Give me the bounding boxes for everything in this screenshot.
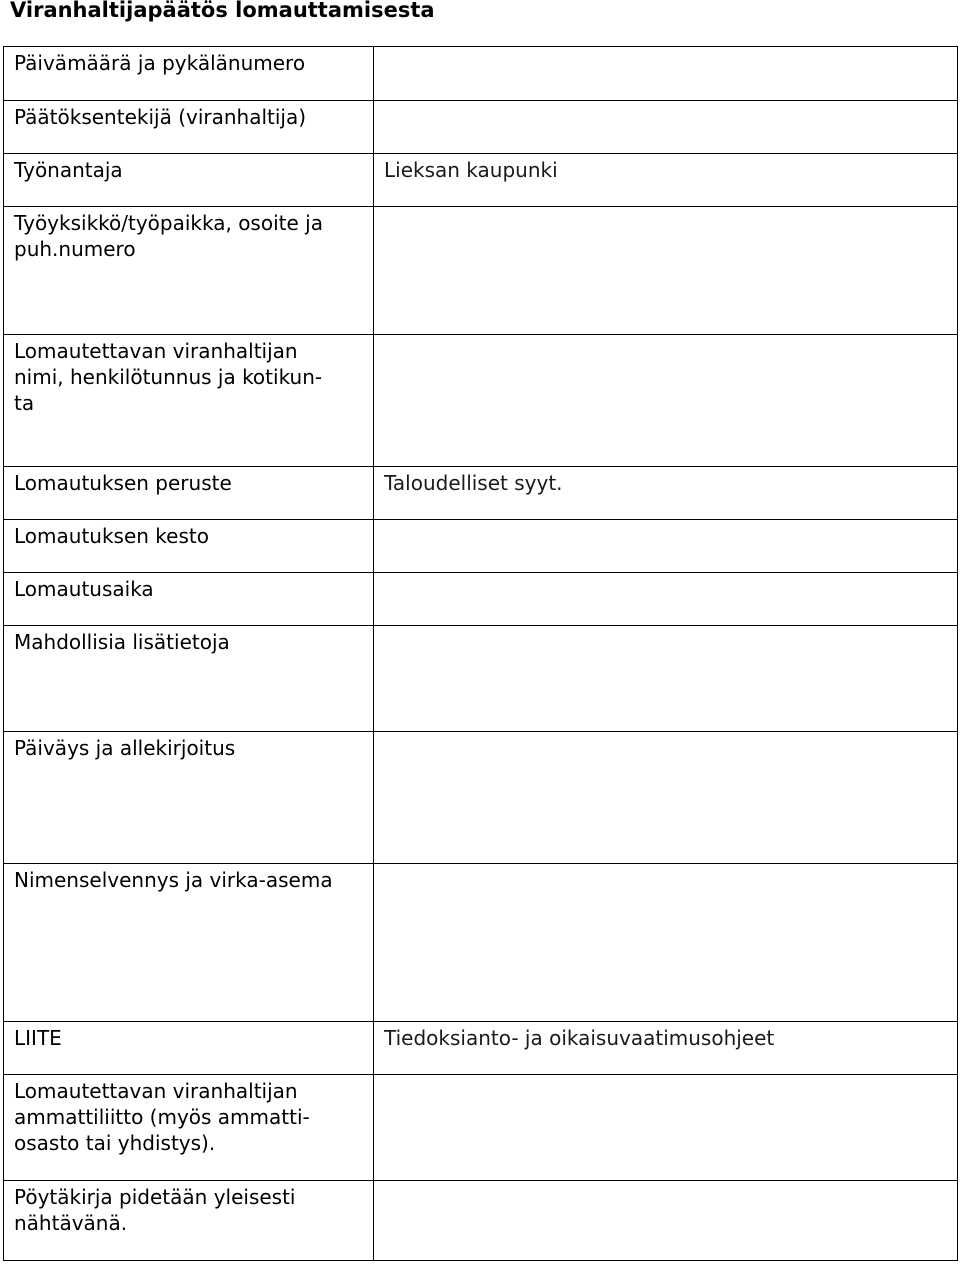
label-text: Päiväys ja allekirjoitus bbox=[14, 736, 236, 760]
label-workplace bbox=[4, 207, 374, 335]
label-text: Lomautusaika bbox=[14, 577, 154, 601]
label-text: Lomautettavan viranhaltijan ammattiliitto (myös ammatti- osasto tai yhdistys). bbox=[14, 1079, 310, 1155]
field-additional-info[interactable] bbox=[374, 626, 958, 732]
label-date-signature bbox=[4, 732, 374, 864]
field-layoff-period[interactable] bbox=[374, 573, 958, 626]
document-title: Viranhaltijapäätös lomauttamisesta bbox=[10, 0, 435, 22]
decision-form-table bbox=[3, 46, 958, 1261]
field-date-signature[interactable] bbox=[374, 732, 958, 864]
label-text: Päivämäärä ja pykälänumero bbox=[14, 51, 306, 75]
field-workplace[interactable] bbox=[374, 207, 958, 335]
label-text: Lomautuksen peruste bbox=[14, 471, 232, 495]
form-row-attachment bbox=[4, 1022, 958, 1075]
form-row-employee bbox=[4, 335, 958, 467]
form-row-layoff-period bbox=[4, 573, 958, 626]
field-public-minutes[interactable] bbox=[374, 1181, 958, 1261]
field-date-section[interactable] bbox=[374, 47, 958, 101]
field-value: Taloudelliset syyt. bbox=[384, 471, 563, 495]
label-text: LIITE bbox=[14, 1026, 62, 1050]
field-layoff-reason[interactable] bbox=[374, 467, 958, 520]
form-row-trade-union bbox=[4, 1075, 958, 1181]
field-trade-union[interactable] bbox=[374, 1075, 958, 1181]
label-text: Työnantaja bbox=[14, 158, 123, 182]
label-text: Lomautuksen kesto bbox=[14, 524, 209, 548]
label-text: Työyksikkö/työpaikka, osoite ja puh.numero bbox=[14, 211, 323, 261]
form-row-additional-info bbox=[4, 626, 958, 732]
label-trade-union bbox=[4, 1075, 374, 1181]
label-employee bbox=[4, 335, 374, 467]
form-row-name-position bbox=[4, 864, 958, 1022]
label-text: Mahdollisia lisätietoja bbox=[14, 630, 230, 654]
label-layoff-period bbox=[4, 573, 374, 626]
form-row-workplace bbox=[4, 207, 958, 335]
field-employee[interactable] bbox=[374, 335, 958, 467]
form-row-employer bbox=[4, 154, 958, 207]
label-text: Päätöksentekijä (viranhaltija) bbox=[14, 105, 307, 129]
field-decision-maker[interactable] bbox=[374, 101, 958, 154]
field-name-position[interactable] bbox=[374, 864, 958, 1022]
field-value: Lieksan kaupunki bbox=[384, 158, 558, 182]
field-value: Tiedoksianto- ja oikaisuvaatimusohjeet bbox=[384, 1026, 775, 1050]
label-decision-maker bbox=[4, 101, 374, 154]
form-row-date-signature bbox=[4, 732, 958, 864]
label-name-position bbox=[4, 864, 374, 1022]
label-text: Pöytäkirja pidetään yleisesti nähtävänä. bbox=[14, 1185, 296, 1235]
label-date-section bbox=[4, 47, 374, 101]
label-attachment bbox=[4, 1022, 374, 1075]
label-layoff-duration bbox=[4, 520, 374, 573]
label-public-minutes bbox=[4, 1181, 374, 1261]
label-layoff-reason bbox=[4, 467, 374, 520]
field-employer[interactable] bbox=[374, 154, 958, 207]
label-additional-info bbox=[4, 626, 374, 732]
field-layoff-duration[interactable] bbox=[374, 520, 958, 573]
field-attachment[interactable] bbox=[374, 1022, 958, 1075]
label-employer bbox=[4, 154, 374, 207]
form-row-date-section bbox=[4, 47, 958, 101]
label-text: Lomautettavan viranhaltijan nimi, henkilötunnus ja kotikun- ta bbox=[14, 339, 323, 415]
form-row-public-minutes bbox=[4, 1181, 958, 1261]
label-text: Nimenselvennys ja virka-asema bbox=[14, 868, 333, 892]
form-row-layoff-reason bbox=[4, 467, 958, 520]
form-row-decision-maker bbox=[4, 101, 958, 154]
form-row-layoff-duration bbox=[4, 520, 958, 573]
